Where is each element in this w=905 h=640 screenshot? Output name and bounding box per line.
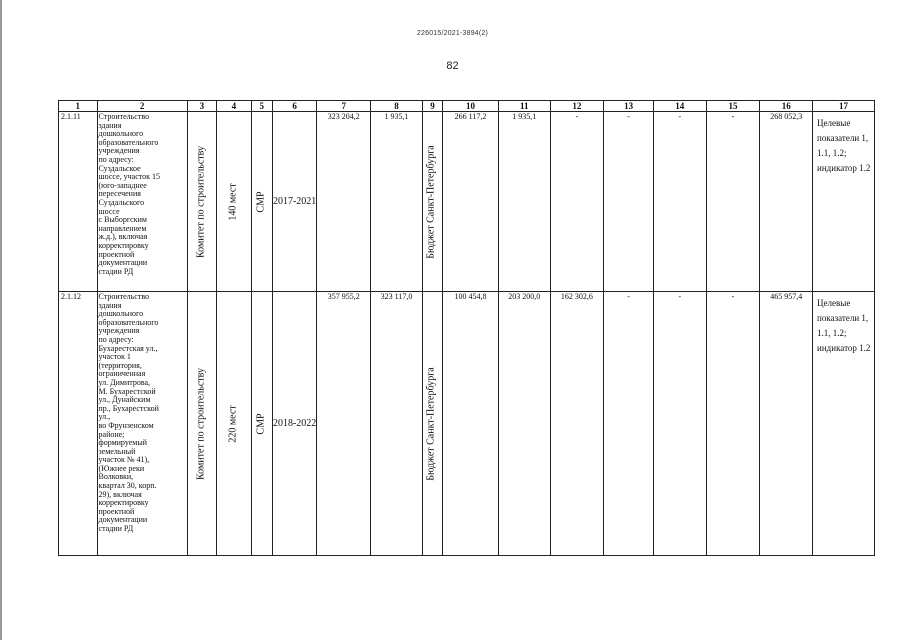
name-line: ул., [98, 412, 111, 422]
name-line: корректировку [98, 498, 149, 508]
object-name [97, 292, 187, 556]
name-line: Строительство [98, 292, 150, 301]
name-line: (Южнее реки [98, 463, 145, 473]
funding-source: Бюджет Санкт-Петербурга [426, 366, 438, 481]
name-line: Суздальское [98, 163, 141, 173]
name-line: образовательного [98, 317, 159, 327]
name-line: Бухарестская ул., [98, 343, 158, 353]
column-header: 7 [317, 101, 371, 112]
name-line: районе; [98, 429, 125, 439]
value-cell: - [604, 292, 654, 556]
funding-source-cell [422, 292, 442, 556]
name-line: квартал 30, корп. [98, 481, 157, 491]
column-header: 8 [371, 101, 423, 112]
value-cell: 162 302,6 [550, 292, 604, 556]
name-line: участок № 41), [98, 455, 150, 465]
value-cell: 203 200,0 [498, 292, 550, 556]
program-table [58, 100, 875, 556]
name-line: во Фрунзенском [98, 420, 154, 430]
name-line: ограниченная [98, 369, 146, 379]
column-header: 15 [706, 101, 760, 112]
executor-cell [187, 112, 216, 292]
name-line: по адресу: [98, 154, 134, 164]
period: 2017-2021 [272, 112, 317, 292]
column-header: 1 [59, 101, 98, 112]
period: 2018-2022 [272, 292, 317, 556]
name-line: с Выборгским [98, 215, 147, 225]
executor-cell [187, 292, 216, 556]
value-cell: 100 454,8 [443, 292, 499, 556]
name-line: Строительство [98, 112, 150, 121]
column-header: 12 [550, 101, 604, 112]
name-line: ж.д.), включая [98, 232, 148, 242]
value-cell: 357 955,2 [317, 292, 371, 556]
column-header: 10 [443, 101, 499, 112]
work-type-cell [251, 112, 272, 292]
column-header: 3 [187, 101, 216, 112]
column-header: 2 [97, 101, 187, 112]
name-line: по адресу: [98, 334, 134, 344]
work-type: СМР [255, 190, 267, 213]
column-header: 14 [653, 101, 706, 112]
column-header: 6 [272, 101, 317, 112]
name-line: корректировку [98, 240, 149, 250]
name-line: Суздальского [98, 197, 145, 207]
table-row [59, 112, 875, 292]
name-line: направлением [98, 223, 147, 233]
name-line: шоссе, участок 15 [98, 172, 161, 182]
name-line: документации [98, 258, 148, 268]
value-cell: - [604, 112, 654, 292]
name-line: шоссе [98, 206, 120, 216]
name-line: образовательного [98, 137, 159, 147]
column-header: 13 [604, 101, 654, 112]
row-number: 2.1.11 [59, 112, 98, 292]
total-cell: 465 957,4 [760, 292, 813, 556]
page-number: 82 [446, 60, 459, 72]
document-number: 226015/2021-3894(2) [416, 30, 489, 37]
name-line: 29), включая [98, 489, 142, 499]
name-line: Волковки, [98, 472, 134, 482]
indicators: Целевые показатели 1, 1.1, 1.2; индикатор 1.2 [813, 112, 875, 292]
object-name [97, 112, 187, 292]
funding-source: Бюджет Санкт-Петербурга [426, 144, 438, 259]
name-line: (юго-западнее [98, 180, 147, 190]
name-line: ул. Димитрова, [98, 377, 151, 387]
table-row [59, 292, 875, 556]
name-line: ул., Дунайским [98, 395, 151, 405]
name-line: стадии РД [98, 266, 134, 276]
capacity: 220 мест [227, 404, 239, 443]
name-line: дошкольного [98, 309, 144, 319]
total-cell: 268 052,3 [760, 112, 813, 292]
capacity-cell [217, 112, 251, 292]
value-cell: 1 935,1 [371, 112, 423, 292]
value-cell: - [653, 112, 706, 292]
executor: Комитет по строительству [195, 145, 207, 258]
value-cell: 1 935,1 [498, 112, 550, 292]
value-cell: - [706, 112, 760, 292]
name-line: (территория, [98, 360, 142, 370]
column-header: 4 [217, 101, 251, 112]
column-header: 17 [813, 101, 875, 112]
column-header: 11 [498, 101, 550, 112]
name-lines [99, 113, 187, 276]
name-line: документации [98, 515, 148, 525]
name-line: проектной [98, 249, 135, 259]
name-line: дошкольного [98, 129, 144, 139]
name-line: проектной [98, 506, 135, 516]
column-header: 16 [760, 101, 813, 112]
value-cell: 323 204,2 [317, 112, 371, 292]
value-cell: - [550, 112, 604, 292]
name-line: М. Бухарестской [98, 386, 156, 396]
value-cell: - [706, 292, 760, 556]
name-line: здания [98, 300, 122, 310]
column-number-row [59, 101, 875, 112]
value-cell: 323 117,0 [371, 292, 423, 556]
name-line: стадии РД [98, 524, 134, 534]
work-type-cell [251, 292, 272, 556]
value-cell: - [653, 292, 706, 556]
capacity: 140 мест [227, 182, 239, 221]
executor: Комитет по строительству [195, 367, 207, 480]
row-number: 2.1.12 [59, 292, 98, 556]
name-line: учреждения [98, 326, 140, 336]
name-line: учреждения [98, 146, 140, 156]
name-line: здания [98, 120, 122, 130]
value-cell: 266 117,2 [443, 112, 499, 292]
name-line: земельный [98, 446, 136, 456]
name-lines [99, 293, 187, 534]
scan-edge [0, 0, 2, 640]
name-line: формируемый [98, 438, 147, 448]
column-header: 9 [422, 101, 442, 112]
name-line: пересечения [98, 189, 141, 199]
column-header: 5 [251, 101, 272, 112]
name-line: участок 1 [98, 352, 131, 362]
capacity-cell [217, 292, 251, 556]
work-type: СМР [255, 412, 267, 435]
indicators: Целевые показатели 1, 1.1, 1.2; индикатор 1.2 [813, 292, 875, 556]
name-line: пр., Бухарестской [98, 403, 159, 413]
funding-source-cell [422, 112, 442, 292]
